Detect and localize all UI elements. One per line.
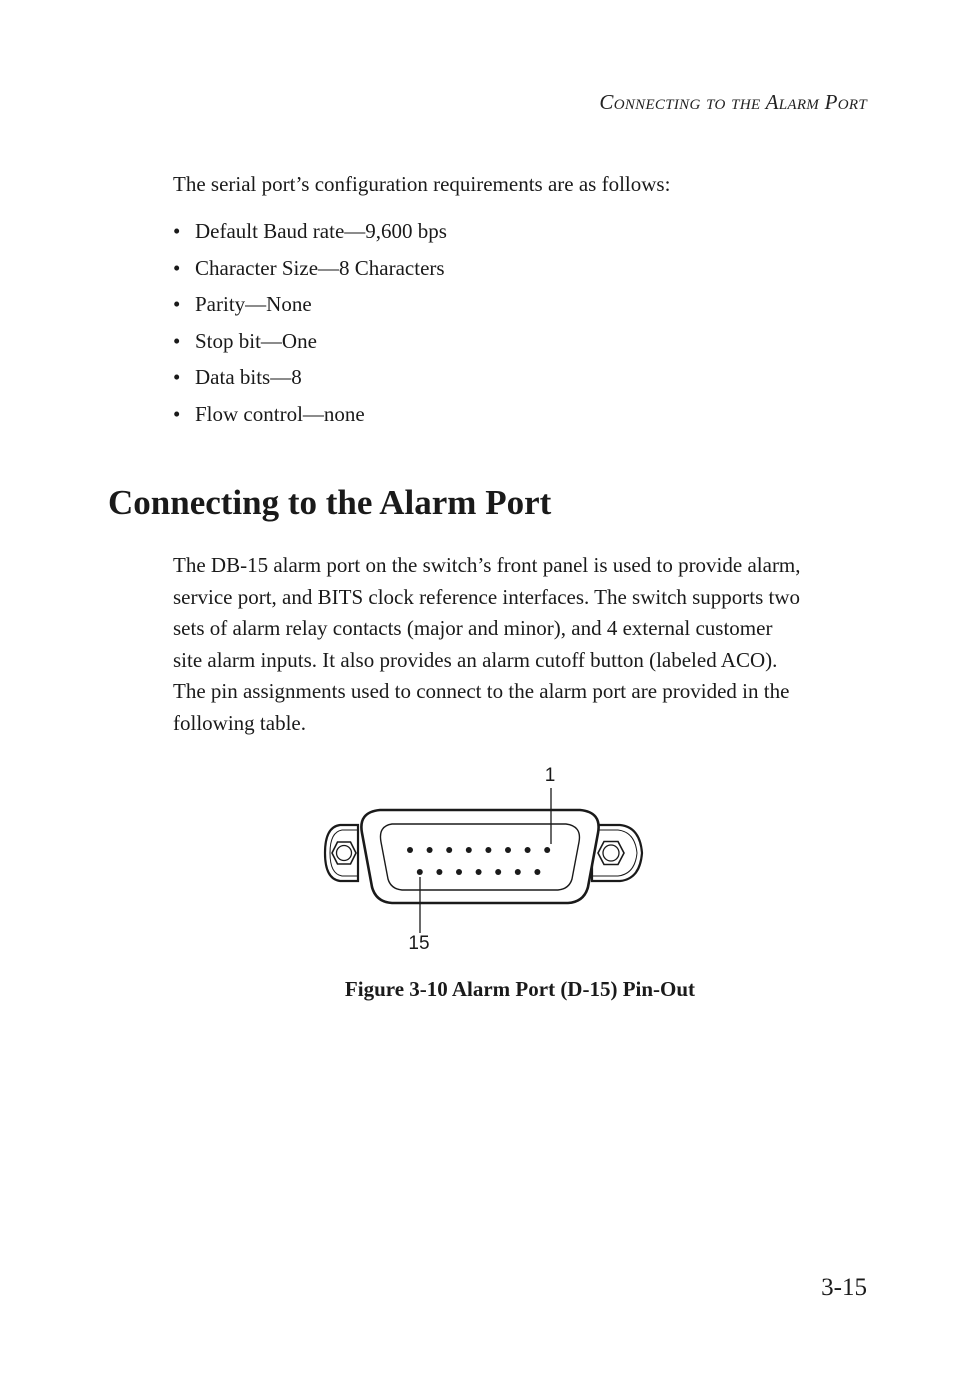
list-item <box>173 361 447 398</box>
pin-6 <box>446 847 452 853</box>
pin-15 <box>417 869 423 875</box>
bullet-icon: • <box>173 328 181 353</box>
pin-4 <box>485 847 491 853</box>
list-item <box>173 398 447 435</box>
connector-inner-shell <box>380 824 579 890</box>
pin-1 <box>544 847 550 853</box>
serial-config-intro: The serial port’s configuration requirements are as follows: <box>173 172 671 196</box>
list-item <box>173 325 447 362</box>
paragraph-line: service port, and BITS clock reference interfaces. The switch supports two <box>173 584 801 609</box>
paragraph-line: sets of alarm relay contacts (major and minor), and 4 external customer <box>173 616 773 640</box>
left-mounting-flange <box>325 825 358 881</box>
list-item <box>173 288 447 325</box>
serial-config-list <box>173 215 447 434</box>
paragraph-line: The pin assignments used to connect to the alarm port are provided in the <box>173 679 790 703</box>
list-item <box>173 215 447 252</box>
paragraph-line: site alarm inputs. It also provides an alarm cutoff button (labeled ACO). <box>173 647 778 672</box>
list-item <box>173 252 447 289</box>
section-title: Connecting to the Alarm Port <box>108 483 552 522</box>
db15-connector-diagram <box>310 755 660 960</box>
list-item-text: Stop bit—One <box>195 328 317 353</box>
list-item-text: Character Size—8 Characters <box>195 255 445 280</box>
list-item-text: Data bits—8 <box>195 365 302 389</box>
db15-connector-figure <box>310 755 660 960</box>
bullet-icon: • <box>173 401 181 426</box>
list-item-text: Flow control—none <box>195 401 365 426</box>
figure-caption: Figure 3-10 Alarm Port (D-15) Pin-Out <box>344 977 696 1001</box>
running-header: Connecting to the Alarm Port <box>599 90 867 114</box>
list-item-text: Parity—None <box>195 292 312 316</box>
pin-3 <box>505 847 511 853</box>
pin-9 <box>534 869 540 875</box>
paragraph-line: following table. <box>173 710 306 735</box>
pin-12 <box>476 869 482 875</box>
right-mounting-flange <box>592 825 642 881</box>
pin-13 <box>456 869 462 875</box>
list-item-text: Default Baud rate—9,600 bps <box>195 219 447 243</box>
pin-2 <box>525 847 531 853</box>
page-number: 3-15 <box>821 1274 867 1301</box>
pin-8 <box>407 847 413 853</box>
bullet-icon: • <box>173 292 181 316</box>
pin-10 <box>515 869 521 875</box>
section-paragraph <box>173 550 873 739</box>
bullet-icon: • <box>173 365 181 389</box>
pin-11 <box>495 869 501 875</box>
pin-14 <box>436 869 442 875</box>
pin-5 <box>466 847 472 853</box>
paragraph-line: The DB-15 alarm port on the switch’s front panel is used to provide alarm, <box>173 553 801 577</box>
bullet-icon: • <box>173 255 181 280</box>
bullet-icon: • <box>173 219 181 243</box>
pin-15-label: 15 <box>408 933 430 954</box>
pin-7 <box>427 847 433 853</box>
pin-1-label: 1 <box>544 765 556 786</box>
